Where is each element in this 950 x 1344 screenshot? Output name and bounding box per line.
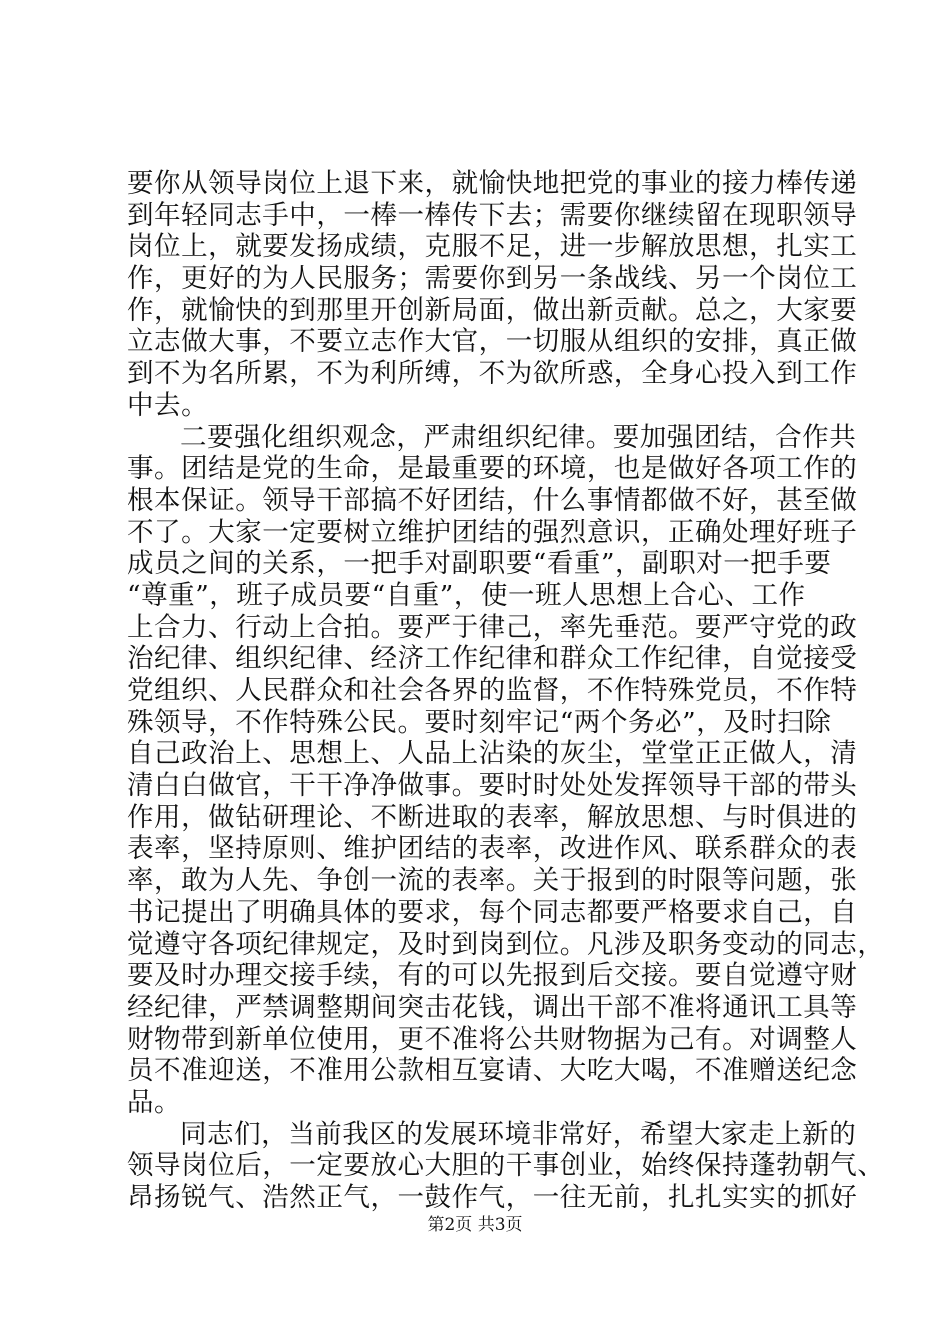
text-line: 不了。大家一定要树立维护团结的强烈意识，正确处理好班子 — [127, 516, 858, 548]
text-line: 到不为名所累，不为利所缚，不为欲所惑，全身心投入到工作 — [127, 358, 858, 390]
text-line: 立志做大事，不要立志作大官，一切服从组织的安排，真正做 — [127, 326, 858, 358]
text-line: 领导岗位后，一定要放心大胆的干事创业，始终保持蓬勃朝气、 — [127, 1150, 885, 1182]
text-line: 殊领导，不作特殊公民。要时刻牢记“两个务必”，及时扫除 — [127, 706, 832, 738]
text-line: 根本保证。领导干部搞不好团结，什么事情都做不好，甚至做 — [127, 484, 858, 516]
text-line: 成员之间的关系，一把手对副职要“看重”，副职对一把手要 — [127, 548, 832, 580]
text-line: 昂扬锐气、浩然正气，一鼓作气，一往无前，扎扎实实的抓好 — [127, 1182, 858, 1213]
text-line: 员不准迎送，不准用公款相互宴请、大吃大喝，不准赠送纪念 — [127, 1055, 858, 1087]
text-line: 要及时办理交接手续，有的可以先报到后交接。要自觉遵守财 — [127, 960, 858, 992]
text-line: 岗位上，就要发扬成绩，克服不足，进一步解放思想，扎实工 — [127, 231, 858, 263]
text-line: 作，就愉快的到那里开创新局面，做出新贡献。总之，大家要 — [127, 294, 858, 326]
text-line: 经纪律，严禁调整期间突击花钱，调出干部不准将通讯工具等 — [127, 991, 858, 1023]
text-line: 作用，做钻研理论、不断进取的表率，解放思想、与时俱进的 — [127, 801, 858, 833]
text-line: 率，敢为人先、争创一流的表率。关于报到的时限等问题，张 — [127, 865, 858, 897]
text-line: 表率，坚持原则、维护团结的表率，改进作风、联系群众的表 — [127, 833, 858, 865]
text-line: 财物带到新单位使用，更不准将公共财物据为己有。对调整人 — [127, 1023, 858, 1055]
text-line: 书记提出了明确具体的要求，每个同志都要严格要求自己，自 — [127, 896, 858, 928]
text-line: 同志们，当前我区的发展环境非常好，希望大家走上新的 — [180, 1118, 857, 1150]
text-line: 上合力、行动上合拍。要严于律己，率先垂范。要严守党的政 — [127, 611, 858, 643]
text-line: 二要强化组织观念，严肃组织纪律。要加强团结，合作共 — [180, 421, 857, 453]
text-line: 自己政治上、思想上、人品上沾染的灰尘，堂堂正正做人，清 — [127, 738, 858, 770]
text-line: 党组织、人民群众和社会各界的监督，不作特殊党员，不作特 — [127, 675, 858, 706]
document-body — [127, 168, 885, 1214]
text-line: 要你从领导岗位上退下来，就愉快地把党的事业的接力棒传递 — [127, 168, 858, 199]
text-line: 中去。 — [127, 389, 209, 421]
text-line: 治纪律、组织纪律、经济工作纪律和群众工作纪律，自觉接受 — [127, 643, 858, 675]
page-footer: 第2页 共3页 — [427, 1215, 523, 1235]
text-line: 觉遵守各项纪律规定，及时到岗到位。凡涉及职务变动的同志， — [127, 928, 885, 960]
text-line: 品。 — [127, 1086, 182, 1118]
text-line: 清白白做官，干干净净做事。要时时处处发挥领导干部的带头 — [127, 770, 858, 802]
text-line: 到年轻同志手中，一棒一棒传下去；需要你继续留在现职领导 — [127, 199, 858, 231]
text-line: 事。团结是党的生命，是最重要的环境，也是做好各项工作的 — [127, 453, 858, 485]
text-line: “尊重”，班子成员要“自重”，使一班人思想上合心、工作 — [127, 579, 806, 611]
text-line: 作，更好的为人民服务；需要你到另一条战线、另一个岗位工 — [127, 263, 858, 295]
